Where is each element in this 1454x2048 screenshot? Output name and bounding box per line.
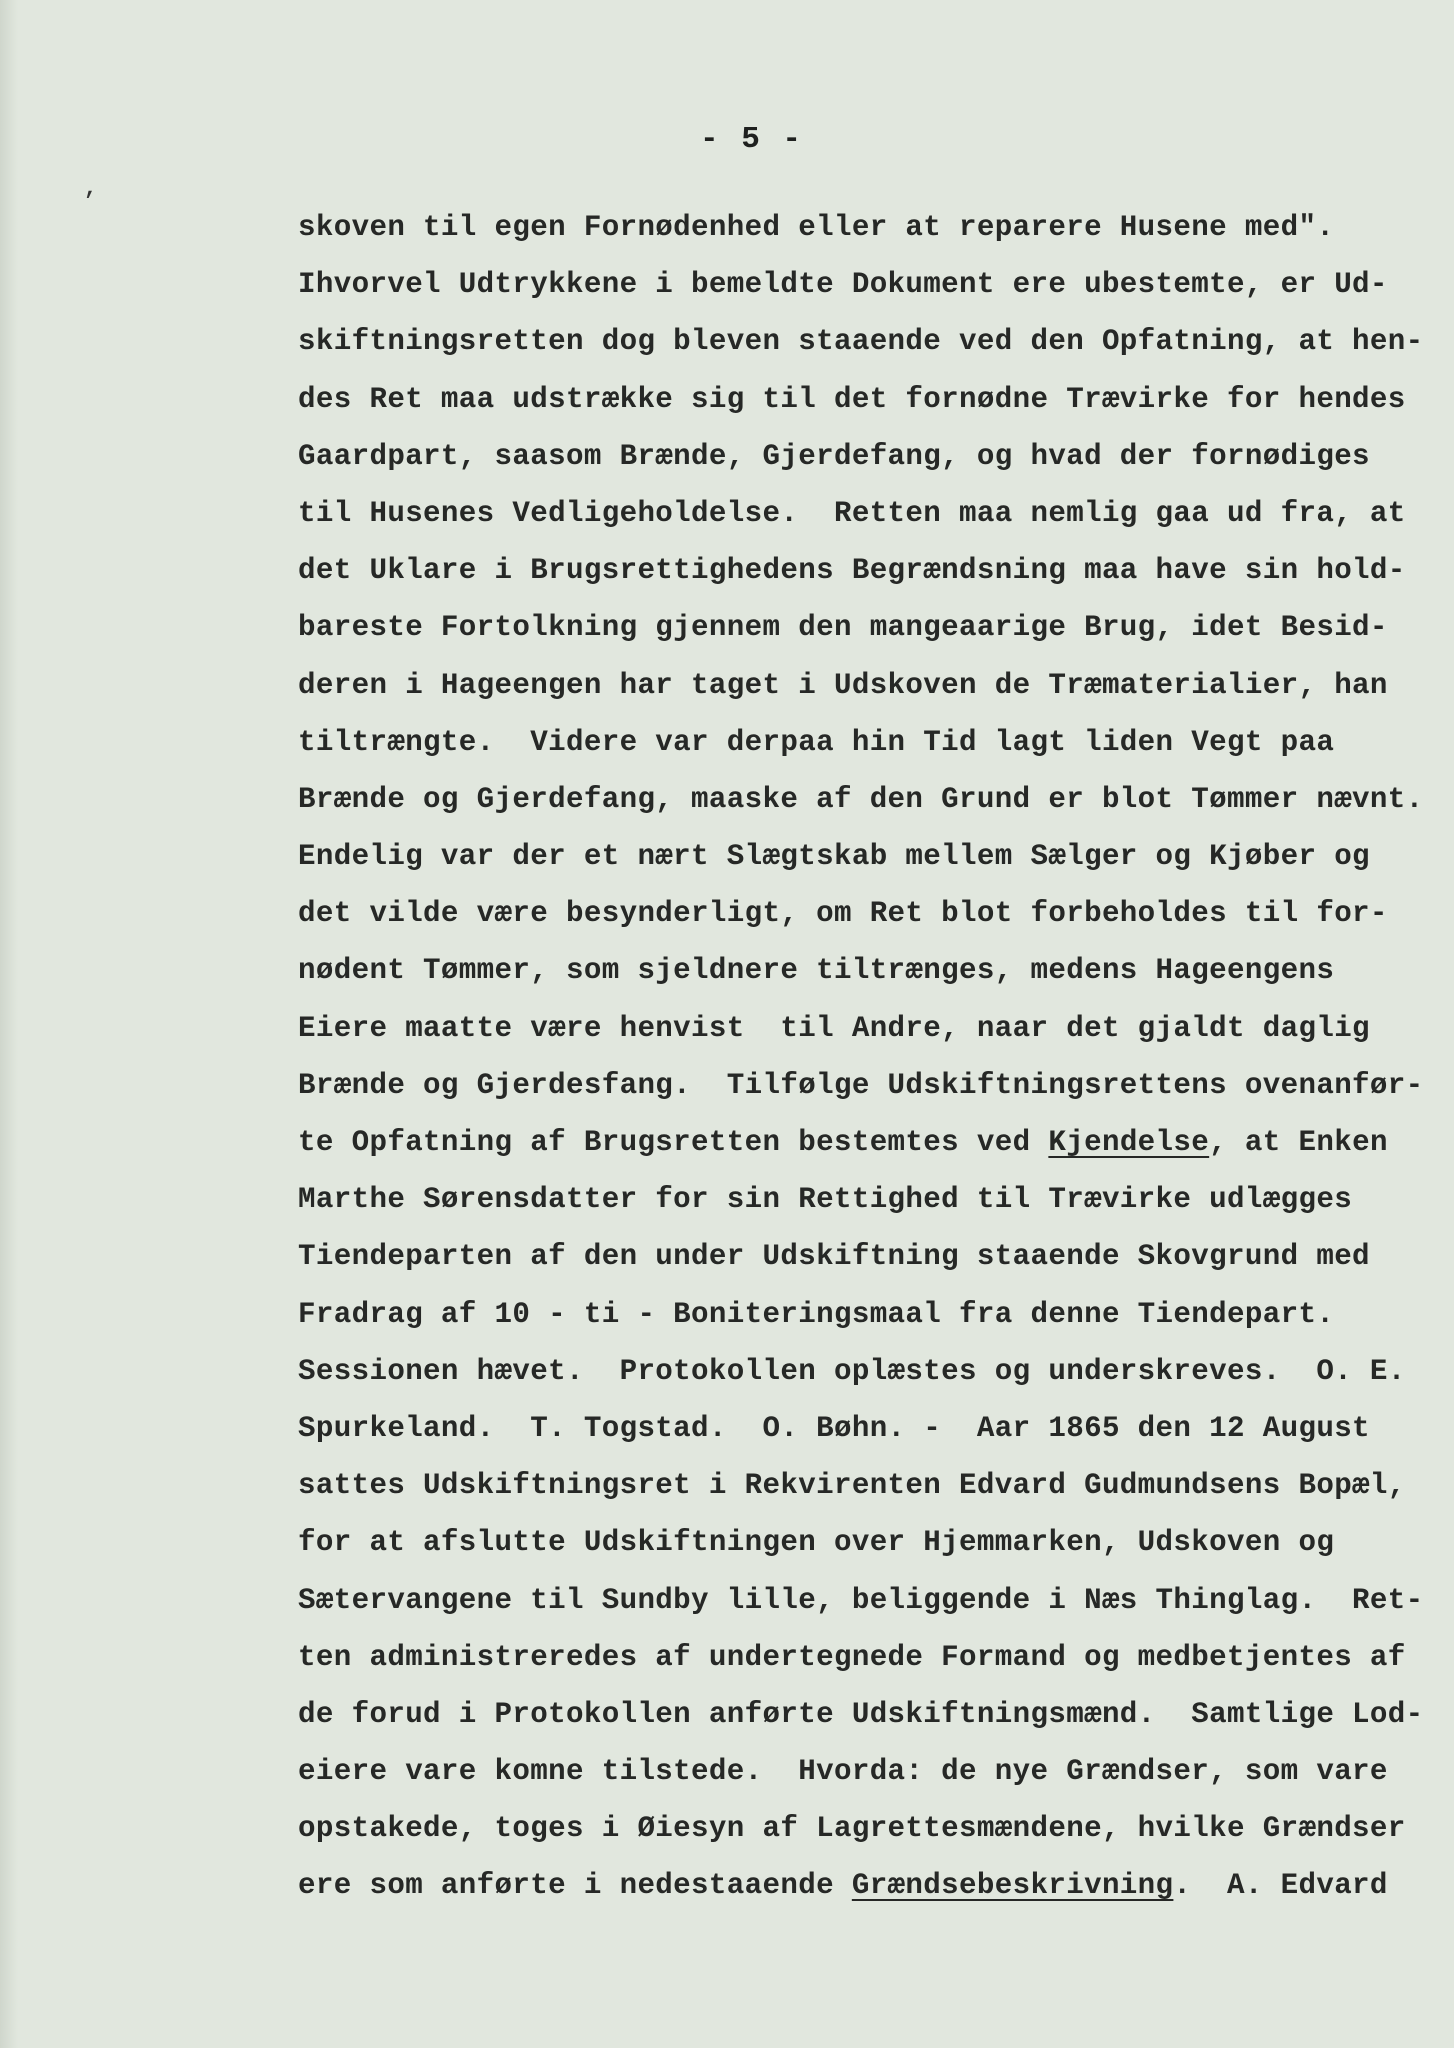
text-line: skiftningsretten dog bleven staaende ved den Opfatning, at hen- xyxy=(298,325,1424,359)
text-line: bareste Fortolkning gjennem den mangeaarige Brug, idet Besid- xyxy=(298,611,1388,645)
text-line: Brænde og Gjerdefang, maaske af den Grund er blot Tømmer nævnt. xyxy=(298,782,1424,816)
text-line: til Husenes Vedligeholdelse. Retten maa nemlig gaa ud fra, at xyxy=(298,496,1406,530)
text-line: Sessionen hævet. Protokollen oplæstes og underskreves. O. E. xyxy=(298,1354,1406,1388)
text-line: det Uklare i Brugsrettighedens Begrændsning maa have sin hold- xyxy=(298,554,1406,588)
text-line xyxy=(298,1114,1438,1171)
text-line: ten administreredes af undertegnede Formand og medbetjentes af xyxy=(298,1640,1406,1674)
text-line: Tiendeparten af den under Udskiftning staaende Skovgrund med xyxy=(298,1240,1370,1274)
page-number: - 5 - xyxy=(700,122,804,157)
text-line: det vilde være besynderligt, om Ret blot forbeholdes til for- xyxy=(298,897,1388,931)
text-line: Brænde og Gjerdesfang. Tilfølge Udskiftningsrettens ovenanfør- xyxy=(298,1068,1424,1102)
underlined-term: Kjendelse xyxy=(1048,1126,1210,1159)
text-line: sattes Udskiftningsret i Rekvirenten Edvard Gudmundsens Bopæl, xyxy=(298,1469,1406,1503)
text-line: de forud i Protokollen anførte Udskiftningsmænd. Samtlige Lod- xyxy=(298,1697,1424,1731)
text-line: for at afslutte Udskiftningen over Hjemmarken, Udskoven og xyxy=(298,1526,1335,1560)
text-line: Marthe Sørensdatter for sin Rettighed til Trævirke udlægges xyxy=(298,1183,1353,1217)
text-line: Sætervangene til Sundby lille, beliggende i Næs Thinglag. Ret- xyxy=(298,1583,1424,1617)
text-segment: , at Enken xyxy=(1209,1126,1388,1159)
text-line: Eiere maatte være henvist til Andre, naar det gjaldt daglig xyxy=(298,1011,1370,1045)
text-segment: te Opfatning af Brugsretten bestemtes ved xyxy=(298,1126,1049,1159)
body-text xyxy=(298,199,1438,1915)
text-line: Ihvorvel Udtrykkene i bemeldte Dokument ere ubestemte, er Ud- xyxy=(298,268,1388,302)
page-edge-shadow xyxy=(0,0,18,2048)
text-line xyxy=(298,1857,1438,1914)
text-line: Gaardpart, saasom Brænde, Gjerdefang, og hvad der fornødiges xyxy=(298,439,1370,473)
text-line: skoven til egen Fornødenhed eller at reparere Husene med". xyxy=(298,211,1335,244)
text-line: nødent Tømmer, som sjeldnere tiltrænges, medens Hageengens xyxy=(298,954,1335,988)
text-line: des Ret maa udstrække sig til det fornødne Trævirke for hendes xyxy=(298,382,1406,416)
text-line: Fradrag af 10 - ti - Boniteringsmaal fra denne Tiendepart. xyxy=(298,1297,1335,1331)
stray-mark: , xyxy=(84,176,98,201)
text-line: opstakede, toges i Øiesyn af Lagrettesmændene, hvilke Grændser xyxy=(298,1812,1406,1846)
underlined-term: Grændsebeskrivning xyxy=(851,1869,1174,1903)
text-line: Endelig var der et nært Slægtskab mellem Sælger og Kjøber og xyxy=(298,840,1370,874)
text-line: tiltrængte. Videre var derpaa hin Tid lagt liden Vegt paa xyxy=(298,725,1335,759)
text-segment: . A. Edvard xyxy=(1173,1869,1388,1903)
text-line: deren i Hageengen har taget i Udskoven de Træmaterialier, han xyxy=(298,668,1388,702)
text-line: Spurkeland. T. Togstad. O. Bøhn. - Aar 1865 den 12 August xyxy=(298,1411,1370,1445)
text-segment: ere som anførte i nedestaaende xyxy=(298,1869,852,1903)
text-line: eiere vare komne tilstede. Hvorda: de nye Grændser, som vare xyxy=(298,1755,1388,1789)
